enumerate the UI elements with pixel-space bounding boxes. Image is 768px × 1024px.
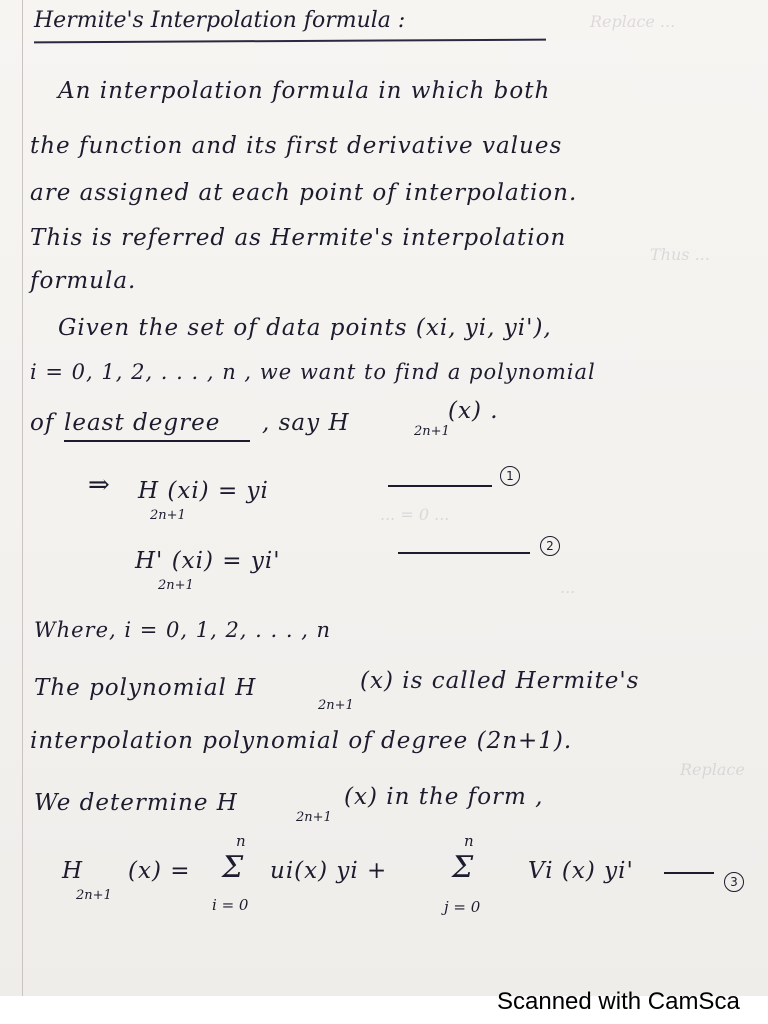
sum-upper-limit: n	[464, 832, 474, 850]
subscript: 2n+1	[296, 810, 332, 825]
given-line-start: of	[30, 410, 55, 436]
bleed-through: Replace ...	[590, 12, 676, 31]
least-degree-text: least degree	[64, 410, 221, 436]
subscript: 2n+1	[158, 578, 194, 593]
given-line: Given the set of data points (xi, yi, yi'),	[58, 315, 552, 341]
equation-number-3: 3	[724, 872, 744, 892]
title-underline	[34, 39, 546, 44]
equation-number-1: 1	[500, 466, 520, 486]
sum-upper-limit: n	[236, 832, 246, 850]
least-degree-underline	[64, 440, 250, 442]
sum-lower-limit: j = 0	[444, 898, 481, 916]
given-line-say: , say H	[262, 410, 350, 436]
sum-lower-limit: i = 0	[212, 896, 249, 914]
equation-3-lhs: H	[62, 858, 84, 884]
paragraph-line: formula.	[30, 268, 137, 294]
equation-3-term: ui(x) yi +	[270, 858, 388, 884]
bleed-through: ... = 0 ...	[380, 505, 450, 524]
paragraph-line: are assigned at each point of interpolation.	[30, 180, 578, 206]
statement-line: The polynomial H	[34, 675, 257, 701]
equation-number-2: 2	[540, 536, 560, 556]
paragraph-line: An interpolation formula in which both	[58, 78, 551, 104]
page-title: Hermite's Interpolation formula :	[34, 8, 406, 33]
sigma-symbol: Σ	[452, 850, 474, 885]
sigma-symbol: Σ	[222, 850, 244, 885]
given-line-end: (x) .	[448, 398, 499, 424]
equation-3-term: Vi (x) yi'	[528, 858, 634, 884]
statement-line: (x) is called Hermite's	[360, 668, 640, 694]
bleed-through: Replace	[680, 760, 745, 779]
where-line: Where, i = 0, 1, 2, . . . , n	[34, 618, 332, 642]
bleed-through: ...	[560, 578, 576, 597]
given-line: i = 0, 1, 2, . . . , n , we want to find a polynomial	[30, 360, 596, 384]
scanner-watermark: Scanned with CamSca	[497, 988, 740, 1015]
paragraph-line: This is referred as Hermite's interpolation	[30, 225, 567, 251]
subscript: 2n+1	[318, 698, 354, 713]
implies-arrow: ⇒	[88, 470, 111, 500]
subscript: 2n+1	[150, 508, 186, 523]
subscript: 2n+1	[76, 888, 112, 903]
equation-3-lhs: (x) =	[128, 858, 191, 884]
subscript: 2n+1	[414, 424, 450, 439]
determine-line: (x) in the form ,	[344, 784, 544, 810]
paragraph-line: the function and its first derivative values	[30, 133, 563, 159]
equation-rule	[664, 872, 714, 874]
statement-line: interpolation polynomial of degree (2n+1).	[30, 728, 573, 754]
equation-2: H' (xi) = yi'	[135, 548, 281, 574]
equation-rule	[388, 485, 492, 487]
equation-rule	[398, 552, 530, 554]
equation-1: H (xi) = yi	[138, 478, 269, 504]
margin-line	[22, 0, 23, 996]
bleed-through: Thus ...	[650, 245, 710, 264]
determine-line: We determine H	[34, 790, 238, 816]
